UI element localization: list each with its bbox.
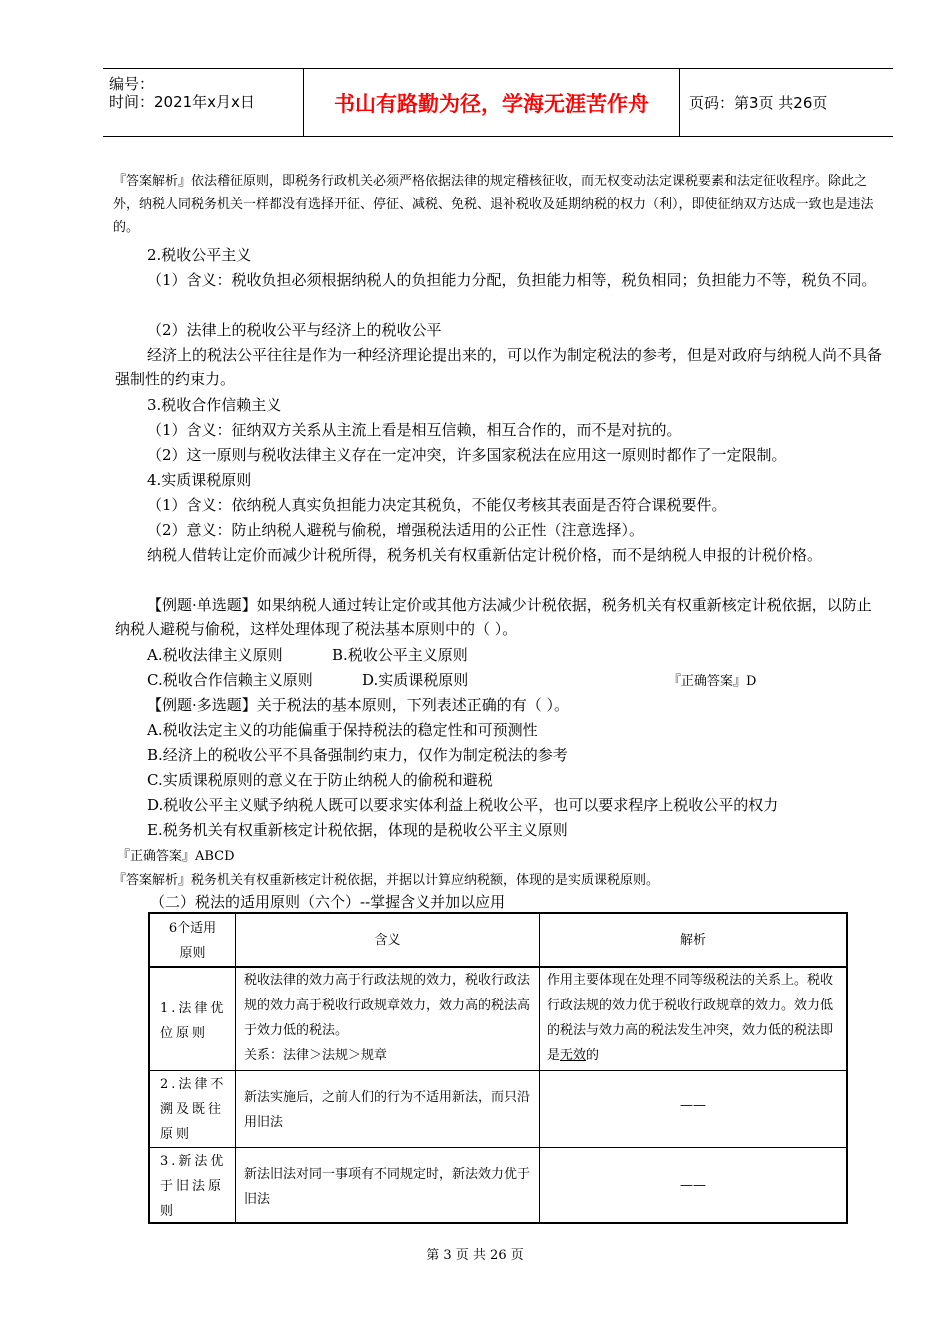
header-meta [103,69,303,136]
header-page-label: 页码：第3页 共26页 [689,94,828,112]
table-row-analysis: —— [680,1178,706,1193]
paragraph: （1）含义：征纳双方关系从主流上看是相互信赖，相互合作的，而不是对抗的。 [147,421,682,439]
paragraph: （2）意义：防止纳税人避税与偷税，增强税法适用的公正性（注意选择）。 [147,521,645,539]
section-title: 4.实质课税原则 [147,471,252,489]
option: D.税收公平主义赋予纳税人既可以要求实体利益上税收公平，也可以要求程序上税收公平的权力 [147,796,779,814]
option: D.实质课税原则 [362,671,469,689]
example-question: 【例题·多选题】关于税法的基本原则，下列表述正确的有（ ）。 [147,696,570,714]
table-row-name: 2.法律不 溯及既往 原则 [160,1077,227,1142]
header-cell: 含义 [374,933,401,948]
correct-answer: 『正确答案』ABCD [117,849,235,864]
table-row-name: 1.法律优 位原则 [160,1001,227,1041]
paragraph: （2）这一原则与税收法律主义存在一定冲突，许多国家税法在应用这一原则时都作了一定限制。 [147,446,787,464]
principles-table [148,912,848,1224]
answer-analysis: 『答案解析』税务机关有权重新核定计税依据，并据以计算应纳税额，体现的是实质课税原则。 [113,873,660,888]
section-title: 3.税收合作信赖主义 [147,396,282,414]
section-title: 2.税收公平主义 [147,246,252,264]
option: C.税收合作信赖主义原则 [147,671,313,689]
time-label: 时间：2021年x月x日 [109,93,255,111]
table-row-meaning: 新法实施后，之前人们的行为不适用新法，而只沿用旧法 [244,1090,531,1130]
table-row-analysis: —— [680,1098,706,1113]
header-motto: 书山有路勤为径，学海无涯苦作舟 [303,69,680,136]
table-row-name: 3.新法优 于旧法原 则 [160,1154,227,1219]
number-label: 编号： [109,75,155,93]
page-header [103,68,893,137]
example-question: 【例题·单选题】如果纳税人通过转让定价或其他方法减少计税依据，税务机关有权重新核定计税依据，以防止纳税人避税与偷税，这样处理体现了税法基本原则中的（ ）。 [115,596,872,638]
paragraph: （1）含义：税收负担必须根据纳税人的负担能力分配，负担能力相等，税负相同；负担能力不等，税负不同。 [147,271,877,289]
paragraph: 纳税人借转让定价而减少计税所得，税务机关有权重新估定计税价格，而不是纳税人申报的计税价格。 [147,546,823,564]
table-row-meaning: 新法旧法对同一事项有不同规定时，新法效力优于旧法 [244,1167,531,1207]
option: C.实质课税原则的意义在于防止纳税人的偷税和避税 [147,771,493,789]
table-row-analysis: 作用主要体现在处理不同等级税法的关系上。税收行政法规的效力优于税收行政规章的效力。效力低的税法与效力高的税法发生冲突，效力低的税法即是无效的 [547,973,834,1063]
header-cell: 6个适用 原则 [168,921,217,961]
option: A.税收法律主义原则 [147,646,283,664]
option: E.税务机关有权重新核定计税依据，体现的是税收公平主义原则 [147,821,568,839]
option: B.经济上的税收公平不具备强制约束力，仅作为制定税法的参考 [147,746,568,764]
paragraph: （2）法律上的税收公平与经济上的税收公平 [147,321,442,339]
section-title: （二）税法的适用原则（六个）--掌握含义并加以应用 [150,893,506,911]
answer-analysis: 『答案解析』依法稽征原则，即税务行政机关必须严格依据法律的规定稽核征收，而无权变动法定课税要素和法定征收程序。除此之外，纳税人同税务机关一样都没有选择开征、停征、减税、免税、退补税收及延期纳税的权力（利），即使征纳双方达成一致也是违法的。 [113,174,874,235]
page-footer: 第 3 页 共 26 页 [426,1248,524,1263]
option: B.税收公平主义原则 [332,646,468,664]
header-cell: 解析 [679,933,706,948]
table-row-meaning: 税收法律的效力高于行政法规的效力，税收行政法规的效力高于税收行政规章效力，效力高的税法高于效力低的税法。 关系：法律＞法规＞规章 [244,973,531,1063]
option: A.税收法定主义的功能偏重于保持税法的稳定性和可预测性 [147,721,538,739]
paragraph: 经济上的税法公平往往是作为一种经济理论提出来的，可以作为制定税法的参考，但是对政府与纳税人尚不具备强制性的约束力。 [115,346,883,388]
correct-answer: 『正确答案』D [668,674,757,689]
paragraph: （1）含义：依纳税人真实负担能力决定其税负，不能仅考核其表面是否符合课税要件。 [147,496,727,514]
